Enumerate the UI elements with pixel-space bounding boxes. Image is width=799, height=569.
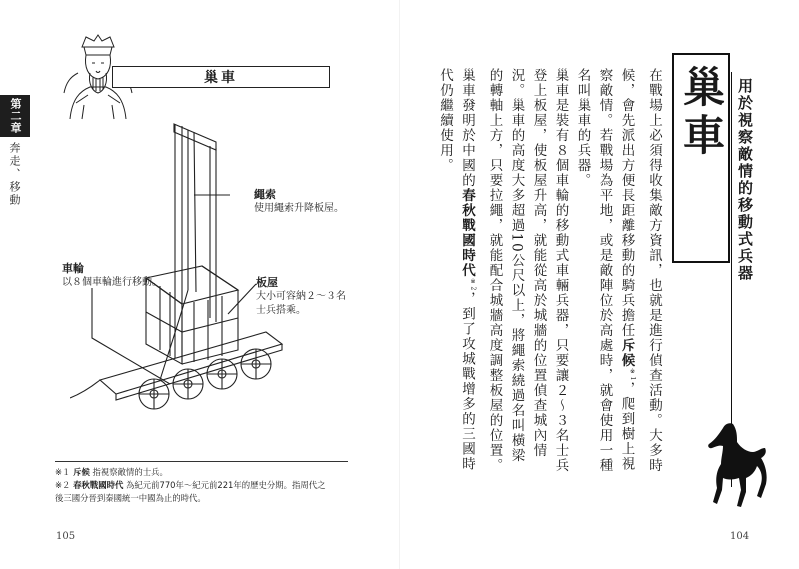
board-label-desc-2: 士兵搭乘。 (256, 305, 306, 316)
horse-silhouette-icon (705, 418, 769, 510)
chapter-tab: 第二章 (0, 95, 30, 137)
footnote-2 (55, 479, 355, 492)
footnote-2-continued: 後三國分晉到秦國統一中國為止的時代。 (55, 493, 206, 503)
rope-label (254, 188, 344, 216)
wheel-label-desc: 以８個車輪進行移動。 (62, 277, 162, 288)
paragraph-1-a: 在戰場上必須得收集敵方資訊，也就是進行偵查活動。大多時候，會先派出方便長距離移動的騎兵擔任 (618, 68, 662, 473)
footnote-1-mark: ※１ (55, 467, 71, 477)
footnote-2-text: 為紀元前770年〜紀元前221年的歷史分期。指周代之 (126, 480, 326, 490)
paragraph-3-a: 巢車發明於中國的 (459, 68, 475, 188)
footnote-2-term: 春秋戰國時代 (73, 480, 124, 490)
paragraph-1-note: ※1 (629, 368, 636, 382)
diagram-title-bar (112, 66, 330, 88)
rope-label-title: 繩索 (254, 188, 276, 201)
article-subtitle: 用於視察敵情的移動式兵器 (736, 78, 754, 282)
body-paragraph-3 (434, 68, 484, 473)
paragraph-3-term: 春秋戰國時代 (459, 188, 475, 278)
article-title: 巢車 (677, 65, 726, 161)
article-body (437, 68, 665, 473)
board-label-desc-1: 大小可容納２〜３名 (256, 291, 346, 302)
paragraph-1-b: ，爬到樹上視察敵情。若戰場為平地，或是敵陣位於高處時，就會使用一種名叫巢車的兵器。 (574, 68, 635, 473)
footnote-divider (55, 461, 348, 462)
footnote-1-term: 斥候 (73, 467, 90, 477)
wheel-label (62, 262, 162, 290)
chapter-subtitle: 奔走、移動 (8, 142, 21, 207)
page-number-left: 105 (56, 531, 76, 542)
rope-label-desc: 使用繩索升降板屋。 (254, 203, 344, 214)
footnote-1 (55, 466, 355, 479)
footnote-1-text: 指視察敵情的士兵。 (92, 467, 168, 477)
body-paragraph-1 (572, 68, 666, 473)
board-label-title: 板屋 (256, 276, 278, 289)
paragraph-3-note: ※2 (469, 278, 477, 292)
paragraph-1-term: 斥候 (618, 338, 635, 368)
body-paragraph-2 (484, 68, 572, 473)
article-title-box (672, 53, 730, 263)
page-gutter (399, 0, 400, 569)
page-number-right: 104 (730, 531, 750, 542)
footnotes (55, 466, 355, 505)
footnote-2-mark: ※２ (55, 480, 71, 490)
wheel-label-title: 車輪 (62, 262, 84, 275)
board-label (256, 276, 346, 318)
paragraph-3-b: ，到了攻城戰增多的三國時代仍繼續使用。 (437, 68, 475, 472)
diagram-title: 巢車 (204, 70, 238, 86)
paragraph-2-a: 巢車是裝有８個車輪的移動式車輛兵器，只要讓２～３名士兵登上板屋，使板屋升高，就能從高於城牆的位置偵查城內情況。巢車的高度大多超過10公尺以上，將繩索繞過名叫橫梁的轉軸上方，只要拉繩，就能配合城牆高度調整板屋的位置。 (486, 68, 569, 473)
